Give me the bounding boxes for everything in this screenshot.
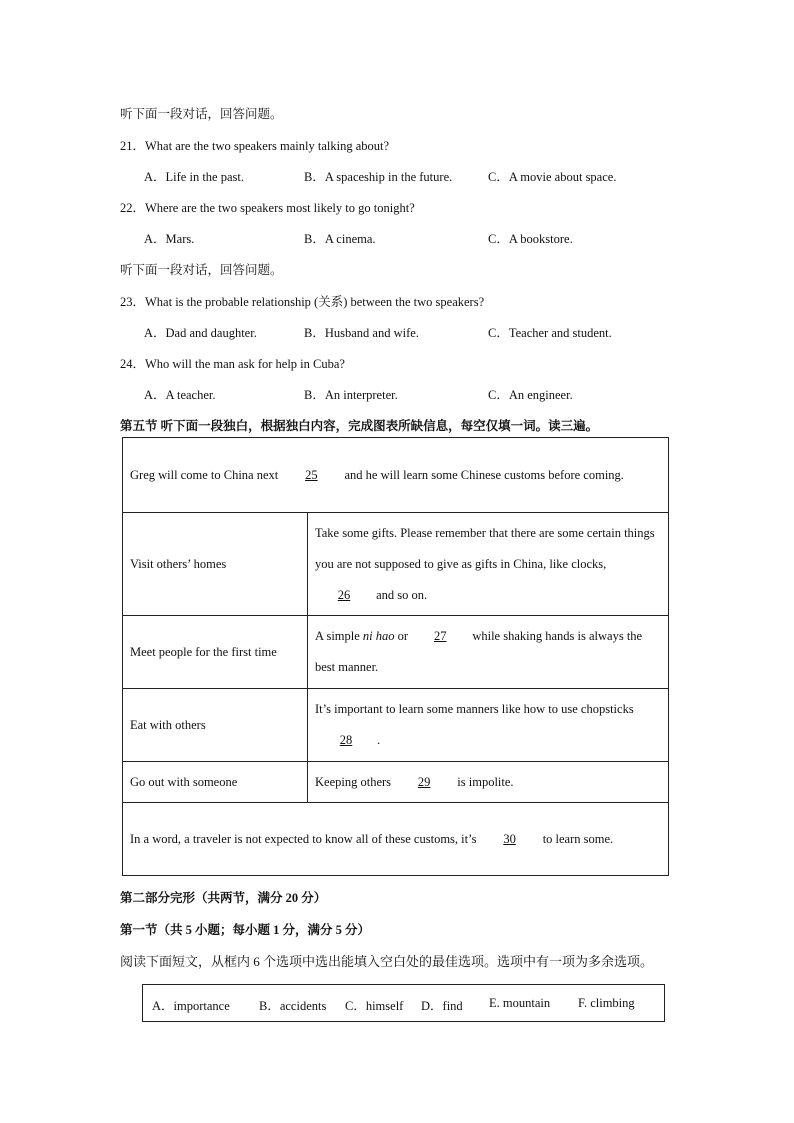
word-option-a[interactable]: A．importance xyxy=(152,999,230,1013)
q21-option-b[interactable]: B．A spaceship in the future. xyxy=(304,170,453,184)
instruction-dialogue-1: 听下面一段对话，回答问题。 xyxy=(120,107,283,121)
row1-text-pre: Take some gifts. Please remember that there are some certain things you are not supposed to give as gifts in China, like clocks, xyxy=(315,525,655,571)
row-label-visit: Visit others’ homes xyxy=(123,513,308,616)
question-24: 24．Who will the man ask for help in Cuba? xyxy=(120,357,345,371)
q21-option-c[interactable]: C．A movie about space. xyxy=(488,170,617,184)
blank-25[interactable]: 25 xyxy=(305,467,318,482)
row1-text-post: and so on. xyxy=(373,587,428,602)
word-option-box xyxy=(142,984,665,1022)
word-option-c[interactable]: C．himself xyxy=(345,999,404,1013)
intro-text-pre: Greg will come to China next xyxy=(130,467,282,482)
part2-heading: 第二部分完形（共两节，满分 20 分） xyxy=(120,891,327,905)
q21-option-a[interactable]: A．Life in the past. xyxy=(144,170,244,184)
question-23: 23．What is the probable relationship (关系) between the two speakers? xyxy=(120,295,485,309)
word-option-e[interactable]: E. mountain xyxy=(489,996,551,1010)
outro-text-pre: In a word, a traveler is not expected to know all of these customs, it’s xyxy=(130,831,480,846)
blank-30[interactable]: 30 xyxy=(503,831,516,846)
question-22: 22．Where are the two speakers most likely to go tonight? xyxy=(120,201,415,215)
row2-text-pre: A simple xyxy=(315,629,363,643)
q23-option-a[interactable]: A．Dad and daughter. xyxy=(144,326,257,340)
intro-text-post: and he will learn some Chinese customs before coming. xyxy=(341,467,624,482)
q24-option-c[interactable]: C．An engineer. xyxy=(488,388,573,402)
outro-text-post: to learn some. xyxy=(539,831,614,846)
q22-option-c[interactable]: C．A bookstore. xyxy=(488,232,573,246)
row4-text-pre: Keeping others xyxy=(315,774,395,789)
q23-option-c[interactable]: C．Teacher and student. xyxy=(488,326,612,340)
blank-29[interactable]: 29 xyxy=(417,774,431,789)
table-row xyxy=(123,689,669,762)
row4-text-post: is impolite. xyxy=(454,774,514,789)
row2-italic: ni hao xyxy=(362,629,395,643)
instruction-dialogue-2: 听下面一段对话，回答问题。 xyxy=(120,263,283,277)
row2-text-mid: or xyxy=(394,629,412,643)
q24-option-a[interactable]: A．A teacher. xyxy=(144,388,216,402)
word-option-b[interactable]: B．accidents xyxy=(259,999,327,1013)
q22-option-a[interactable]: A．Mars. xyxy=(144,232,195,246)
q22-option-b[interactable]: B．A cinema. xyxy=(304,232,376,246)
blank-27[interactable]: 27 xyxy=(433,629,447,643)
row-label-go-out: Go out with someone xyxy=(123,762,308,803)
row2-text-post: while shaking hands is always the best manner. xyxy=(315,629,643,674)
word-option-d[interactable]: D．find xyxy=(421,999,463,1013)
question-21: 21．What are the two speakers mainly talking about? xyxy=(120,139,390,153)
blank-26[interactable]: 26 xyxy=(337,587,351,602)
row3-text-post: . xyxy=(377,733,381,747)
row3-text-pre: It’s important to learn some manners like how to use chopsticks xyxy=(315,702,634,716)
row-label-eat: Eat with others xyxy=(123,689,308,762)
part2-instruction: 阅读下面短文，从框内 6 个选项中选出能填入空白处的最佳选项。选项中有一项为多余选项。 xyxy=(120,954,654,969)
word-option-f[interactable]: F. climbing xyxy=(578,996,635,1010)
table-row xyxy=(123,513,669,616)
q23-option-b[interactable]: B．Husband and wife. xyxy=(304,326,419,340)
blank-28[interactable]: 28 xyxy=(339,733,353,747)
row-label-meet: Meet people for the first time xyxy=(123,616,308,689)
part2-subheading: 第一节（共 5 小题；每小题 1 分，满分 5 分） xyxy=(120,923,371,937)
table-row xyxy=(123,616,669,689)
q24-option-b[interactable]: B．An interpreter. xyxy=(304,388,398,402)
table-row-outro xyxy=(123,803,669,876)
info-table xyxy=(122,437,669,876)
part5-heading: 第五节 听下面一段独白，根据独白内容，完成图表所缺信息，每空仅填一词。读三遍。 xyxy=(120,419,599,433)
table-row-intro xyxy=(123,438,669,513)
table-row xyxy=(123,762,669,803)
